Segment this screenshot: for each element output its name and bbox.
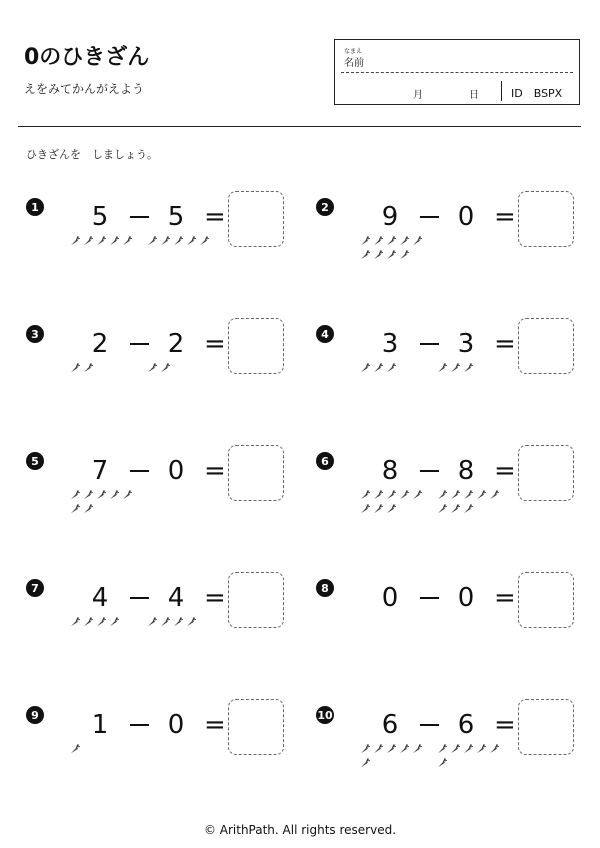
problem-8 <box>316 579 598 699</box>
name-label: 名前 <box>344 58 364 69</box>
problem-2 <box>316 198 598 318</box>
minuend: 0 <box>381 583 399 613</box>
carrot-group-minuend <box>68 744 142 758</box>
carrot-icon <box>461 504 474 518</box>
carrot-icon <box>448 504 461 518</box>
answer-box[interactable] <box>518 191 574 247</box>
minus-sign <box>420 470 439 472</box>
carrot-group-subtrahend <box>435 490 509 518</box>
carrot-icon <box>384 490 397 504</box>
problem-number-marker: 5 <box>26 452 44 470</box>
carrot-icon <box>81 363 94 377</box>
carrot-group-minuend <box>68 363 142 377</box>
subtrahend: 0 <box>457 202 475 232</box>
minus-sign <box>420 216 439 218</box>
minuend: 9 <box>381 202 399 232</box>
answer-box[interactable] <box>518 699 574 755</box>
id-divider <box>501 81 502 101</box>
month-label: 月 <box>413 90 423 101</box>
name-ruby: なまえ <box>344 48 363 55</box>
carrot-icon <box>384 363 397 377</box>
minuend: 3 <box>381 329 399 359</box>
problem-number-marker: 8 <box>316 579 334 597</box>
carrot-icon <box>120 490 133 504</box>
problem-number-marker: 1 <box>26 198 44 216</box>
carrot-icon <box>107 490 120 504</box>
carrot-group-subtrahend <box>145 236 219 250</box>
minus-sign <box>130 597 149 599</box>
minus-sign <box>420 343 439 345</box>
equals-sign: = <box>204 329 226 359</box>
carrot-icon <box>397 490 410 504</box>
answer-box[interactable] <box>228 318 284 374</box>
subtrahend: 8 <box>457 456 475 486</box>
carrot-icon <box>94 236 107 250</box>
answer-box[interactable] <box>518 445 574 501</box>
minus-sign <box>130 216 149 218</box>
carrot-icon <box>94 617 107 631</box>
subtrahend: 0 <box>167 710 185 740</box>
carrot-icon <box>371 490 384 504</box>
carrot-icon <box>435 744 448 758</box>
carrot-icon <box>171 236 184 250</box>
carrot-icon <box>68 744 81 758</box>
carrot-icon <box>397 250 410 264</box>
minuend: 8 <box>381 456 399 486</box>
answer-box[interactable] <box>228 445 284 501</box>
subtrahend: 6 <box>457 710 475 740</box>
carrot-icon <box>410 236 423 250</box>
carrot-icon <box>435 490 448 504</box>
carrot-icon <box>487 490 500 504</box>
name-box <box>334 39 580 105</box>
carrot-group-subtrahend <box>435 363 509 377</box>
carrot-icon <box>197 236 210 250</box>
worksheet-id: ID BSPX <box>511 87 563 100</box>
carrot-icon <box>410 744 423 758</box>
answer-box[interactable] <box>228 572 284 628</box>
carrot-icon <box>410 490 423 504</box>
carrot-icon <box>184 236 197 250</box>
carrot-group-subtrahend <box>145 363 219 377</box>
problem-7 <box>26 579 308 699</box>
carrot-icon <box>384 236 397 250</box>
carrot-icon <box>145 363 158 377</box>
equals-sign: = <box>494 710 516 740</box>
carrot-icon <box>358 250 371 264</box>
carrot-icon <box>397 744 410 758</box>
answer-box[interactable] <box>518 572 574 628</box>
carrot-group-minuend <box>358 744 432 772</box>
minus-sign <box>420 597 439 599</box>
carrot-icon <box>397 236 410 250</box>
carrot-icon <box>435 758 448 772</box>
answer-box[interactable] <box>518 318 574 374</box>
equals-sign: = <box>494 329 516 359</box>
problem-9 <box>26 706 308 826</box>
worksheet-title: 0のひきざん <box>24 45 150 70</box>
subtrahend: 0 <box>167 456 185 486</box>
carrot-icon <box>81 617 94 631</box>
carrot-group-subtrahend <box>145 617 219 631</box>
carrot-icon <box>448 490 461 504</box>
subtrahend: 2 <box>167 329 185 359</box>
carrot-icon <box>358 236 371 250</box>
carrot-icon <box>120 236 133 250</box>
problem-number-marker: 4 <box>316 325 334 343</box>
carrot-icon <box>68 236 81 250</box>
carrot-icon <box>107 236 120 250</box>
subtrahend: 4 <box>167 583 185 613</box>
carrot-icon <box>158 617 171 631</box>
carrot-icon <box>384 744 397 758</box>
carrot-group-minuend <box>68 490 142 518</box>
equals-sign: = <box>494 202 516 232</box>
name-write-line[interactable] <box>341 72 573 73</box>
carrot-icon <box>184 617 197 631</box>
carrot-icon <box>371 504 384 518</box>
problem-3 <box>26 325 308 445</box>
minus-sign <box>130 724 149 726</box>
problem-number-marker: 6 <box>316 452 334 470</box>
carrot-icon <box>461 363 474 377</box>
carrot-icon <box>358 363 371 377</box>
carrot-icon <box>81 490 94 504</box>
carrot-icon <box>435 363 448 377</box>
carrot-icon <box>358 744 371 758</box>
carrot-group-minuend <box>358 490 432 518</box>
carrot-icon <box>461 744 474 758</box>
carrot-icon <box>461 490 474 504</box>
minuend: 4 <box>91 583 109 613</box>
carrot-icon <box>474 744 487 758</box>
carrot-group-subtrahend <box>435 744 509 772</box>
problem-5 <box>26 452 308 572</box>
carrot-icon <box>448 744 461 758</box>
carrot-icon <box>371 363 384 377</box>
subtrahend: 5 <box>167 202 185 232</box>
header-divider <box>18 126 581 127</box>
carrot-icon <box>371 744 384 758</box>
carrot-icon <box>448 363 461 377</box>
carrot-icon <box>371 236 384 250</box>
carrot-icon <box>94 490 107 504</box>
minuend: 6 <box>381 710 399 740</box>
problem-number-marker: 2 <box>316 198 334 216</box>
minuend: 1 <box>91 710 109 740</box>
problem-10 <box>316 706 598 826</box>
carrot-icon <box>145 236 158 250</box>
minuend: 7 <box>91 456 109 486</box>
subtrahend: 3 <box>457 329 475 359</box>
problem-number-marker: 10 <box>316 706 334 724</box>
carrot-icon <box>358 490 371 504</box>
carrot-icon <box>358 504 371 518</box>
carrot-icon <box>107 617 120 631</box>
problem-4 <box>316 325 598 445</box>
minus-sign <box>130 470 149 472</box>
minus-sign <box>420 724 439 726</box>
carrot-group-minuend <box>358 363 432 377</box>
carrot-icon <box>145 617 158 631</box>
answer-box[interactable] <box>228 191 284 247</box>
equals-sign: = <box>494 583 516 613</box>
carrot-icon <box>474 490 487 504</box>
carrot-icon <box>171 617 184 631</box>
minus-sign <box>130 343 149 345</box>
day-label: 日 <box>469 90 479 101</box>
problem-6 <box>316 452 598 572</box>
minuend: 5 <box>91 202 109 232</box>
carrot-icon <box>435 504 448 518</box>
carrot-icon <box>81 504 94 518</box>
problem-number-marker: 3 <box>26 325 44 343</box>
equals-sign: = <box>494 456 516 486</box>
carrot-icon <box>487 744 500 758</box>
equals-sign: = <box>204 456 226 486</box>
carrot-icon <box>81 236 94 250</box>
equals-sign: = <box>204 202 226 232</box>
carrot-icon <box>158 236 171 250</box>
answer-box[interactable] <box>228 699 284 755</box>
carrot-group-minuend <box>358 236 432 264</box>
carrot-icon <box>158 363 171 377</box>
carrot-icon <box>68 504 81 518</box>
problem-number-marker: 7 <box>26 579 44 597</box>
equals-sign: = <box>204 710 226 740</box>
carrot-icon <box>68 617 81 631</box>
carrot-icon <box>68 363 81 377</box>
copyright-footer: © ArithPath. All rights reserved. <box>203 823 397 837</box>
carrot-group-minuend <box>68 617 142 631</box>
problem-1 <box>26 198 308 318</box>
carrot-group-minuend <box>68 236 142 250</box>
subtrahend: 0 <box>457 583 475 613</box>
carrot-icon <box>384 250 397 264</box>
carrot-icon <box>384 504 397 518</box>
problem-number-marker: 9 <box>26 706 44 724</box>
instruction-text: ひきざんを しましょう。 <box>26 148 158 161</box>
carrot-icon <box>358 758 371 772</box>
minuend: 2 <box>91 329 109 359</box>
carrot-icon <box>68 490 81 504</box>
equals-sign: = <box>204 583 226 613</box>
worksheet-subtitle: えをみてかんがえよう <box>24 82 145 96</box>
carrot-icon <box>371 250 384 264</box>
